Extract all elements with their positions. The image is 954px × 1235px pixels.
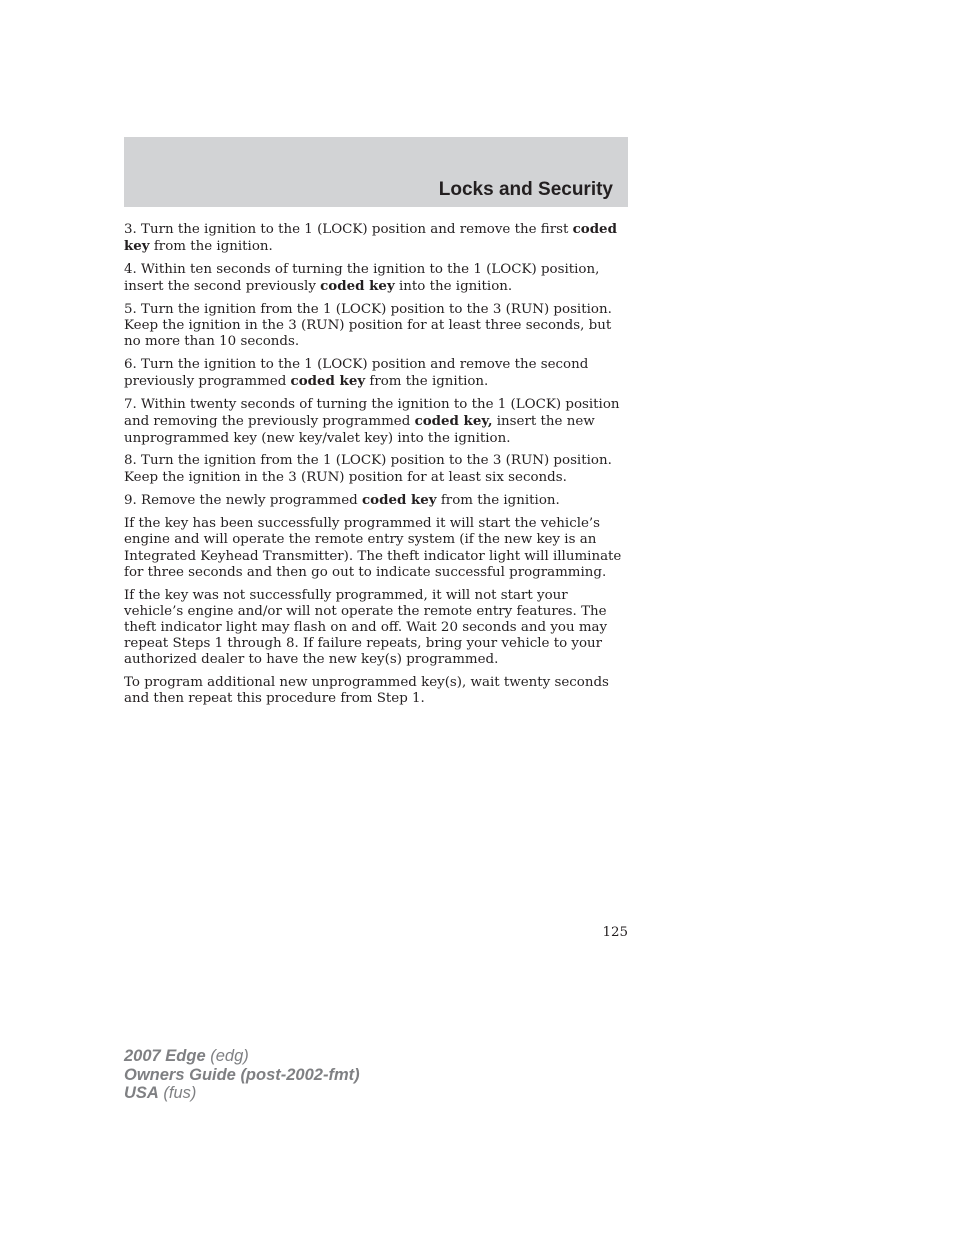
coded-key-term: coded key, (414, 413, 493, 430)
document-footer (124, 1047, 360, 1103)
text-run: from the ignition. (436, 493, 560, 509)
paragraph-failure (124, 588, 629, 669)
coded-key-term: coded key (124, 221, 617, 255)
text-run: 6. Turn the ignition to the 1 (LOCK) position and remove the second previously programmed (124, 357, 589, 390)
text-run: 8. Turn the ignition from the 1 (LOCK) position to the 3 (RUN) position. Keep the ignition in the 3 (RUN) position for at least six seconds. (124, 453, 612, 485)
paragraph-additional-keys (124, 675, 629, 707)
paragraph-step-7 (124, 397, 629, 447)
text-run: 9. Remove the newly programmed (124, 493, 362, 509)
text-run: from the ignition. (365, 374, 489, 390)
section-header-band (124, 137, 628, 207)
text-run: To program additional new unprogrammed key(s), wait twenty seconds and then repeat this procedure from Step 1. (124, 675, 609, 707)
footer-line-model (124, 1047, 360, 1066)
body-text (124, 221, 629, 714)
footer-model: 2007 Edge (124, 1047, 206, 1065)
footer-line-market (124, 1084, 360, 1103)
page-number: 125 (602, 925, 628, 940)
paragraph-step-4 (124, 262, 629, 295)
paragraph-step-8 (124, 453, 629, 485)
text-run: 5. Turn the ignition from the 1 (LOCK) position to the 3 (RUN) position. Keep the ignition in the 3 (RUN) position for at least three seconds, but no more than 10 seconds. (124, 302, 612, 350)
text-run: If the key was not successfully programmed, it will not start your vehicle’s engine and/or will not operate the remote entry features. The theft indicator light may flash on and off. Wait 20 seconds and you may repeat Steps 1 through 8. If failure repeats, bring your vehicle to your authorized dealer to have the new key(s) programmed. (124, 587, 608, 668)
text-run: 3. Turn the ignition to the 1 (LOCK) position and remove the first (124, 222, 573, 237)
footer-model-code: (edg) (205, 1047, 249, 1065)
text-run: from the ignition. (149, 239, 273, 255)
paragraph-step-5 (124, 302, 629, 351)
paragraph-step-3 (124, 221, 629, 255)
coded-key-term: coded key (290, 373, 366, 390)
paragraph-success (124, 516, 629, 581)
footer-market: USA (124, 1084, 159, 1102)
footer-line-guide (124, 1066, 360, 1085)
footer-market-code: (fus) (158, 1084, 197, 1102)
text-run: 7. Within twenty seconds of turning the ignition to the 1 (LOCK) position and removing the previously programmed (124, 397, 620, 430)
coded-key-term: coded key (320, 278, 395, 295)
coded-key-term: coded key (362, 492, 437, 509)
footer-guide: Owners Guide (post-2002-fmt) (124, 1065, 360, 1084)
text-run: 4. Within ten seconds of turning the ignition to the 1 (LOCK) position, insert the second previously (124, 262, 600, 295)
section-title: Locks and Security (438, 179, 613, 200)
text-run: If the key has been successfully programmed it will start the vehicle’s engine and will operate the remote entry system (if the new key is an Integrated Keyhead Transmitter). The theft indicator light will illuminate for three seconds and then go out to indicate successful programming. (124, 516, 622, 580)
text-run: into the ignition. (394, 279, 513, 295)
paragraph-step-9 (124, 492, 629, 509)
text-run: insert the new unprogrammed key (new key/valet key) into the ignition. (124, 414, 595, 446)
paragraph-step-6 (124, 357, 629, 390)
